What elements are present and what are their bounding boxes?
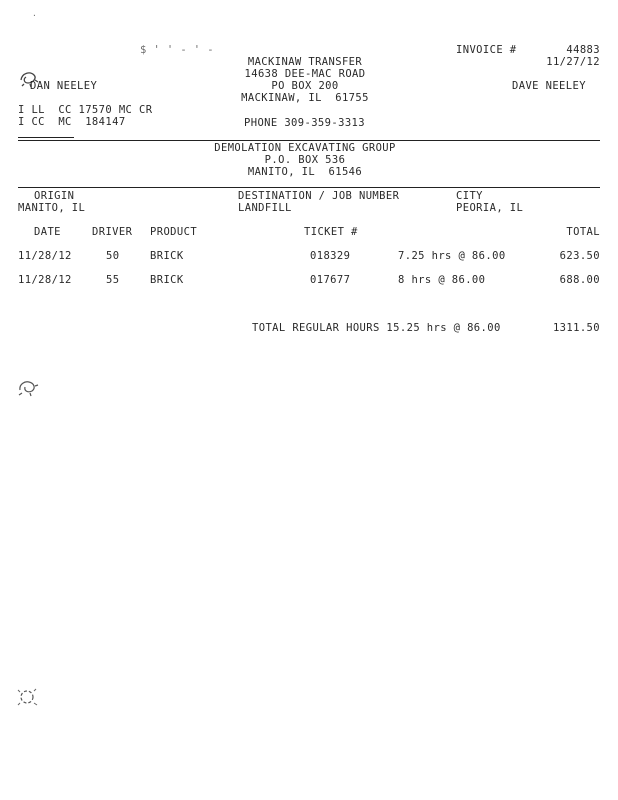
row-product: BRICK	[150, 250, 184, 262]
row-product: BRICK	[150, 274, 184, 286]
scan-mark-icon	[16, 378, 40, 398]
company-name: MACKINAW TRANSFER	[247, 56, 363, 68]
row-rate: 7.25 hrs @ 86.00	[398, 250, 506, 262]
row-rate: 8 hrs @ 86.00	[398, 274, 486, 286]
destination-label: DESTINATION / JOB NUMBER	[238, 190, 400, 202]
column-header-total: TOTAL	[566, 226, 600, 238]
customer-divider	[18, 187, 600, 188]
header-divider-accent	[18, 137, 74, 138]
top-mark: $ ' ' - ' -	[140, 44, 214, 56]
company-phone: PHONE 309-359-3313	[244, 117, 365, 129]
right-contact-name: DAVE NEELEY	[512, 80, 586, 92]
row-driver: 55	[106, 274, 120, 286]
origin-label: ORIGIN	[34, 190, 75, 202]
origin-value: MANITO, IL	[18, 202, 86, 214]
city-value: PEORIA, IL	[456, 202, 524, 214]
grand-total: 1311.50	[552, 322, 600, 334]
column-header-product: PRODUCT	[150, 226, 198, 238]
customer-name: DEMOLATION EXCAVATING GROUP	[214, 142, 396, 154]
invoice-date: 11/27/12	[546, 56, 600, 68]
permit-line-1: I LL CC 17570 MC CR	[18, 104, 153, 116]
left-contact-name: DAN NEELEY	[30, 80, 98, 92]
row-total: 688.00	[559, 274, 600, 286]
invoice-number: 44883	[566, 44, 600, 56]
column-header-driver: DRIVER	[92, 226, 133, 238]
punch-hole-mark-icon	[16, 686, 40, 710]
customer-address-city: MANITO, IL 61546	[247, 166, 363, 178]
destination-value: LANDFILL	[238, 202, 292, 214]
row-ticket: 018329	[310, 250, 351, 262]
column-header-date: DATE	[34, 226, 61, 238]
row-driver: 50	[106, 250, 120, 262]
company-address-street: 14638 DEE-MAC ROAD	[244, 68, 366, 80]
row-date: 11/28/12	[18, 250, 72, 262]
company-address-box: PO BOX 200	[271, 80, 339, 92]
invoice-label: INVOICE #	[456, 44, 517, 56]
total-regular-hours: TOTAL REGULAR HOURS 15.25 hrs @ 86.00	[252, 322, 501, 334]
city-label: CITY	[456, 190, 483, 202]
row-date: 11/28/12	[18, 274, 72, 286]
customer-address-box: P.O. BOX 536	[264, 154, 346, 166]
company-address-city: MACKINAW, IL 61755	[241, 92, 369, 104]
permit-line-2: I CC MC 184147	[18, 116, 126, 128]
row-total: 623.50	[559, 250, 600, 262]
row-ticket: 017677	[310, 274, 351, 286]
corner-speck: ·	[32, 11, 38, 20]
column-header-ticket: TICKET #	[304, 226, 358, 238]
